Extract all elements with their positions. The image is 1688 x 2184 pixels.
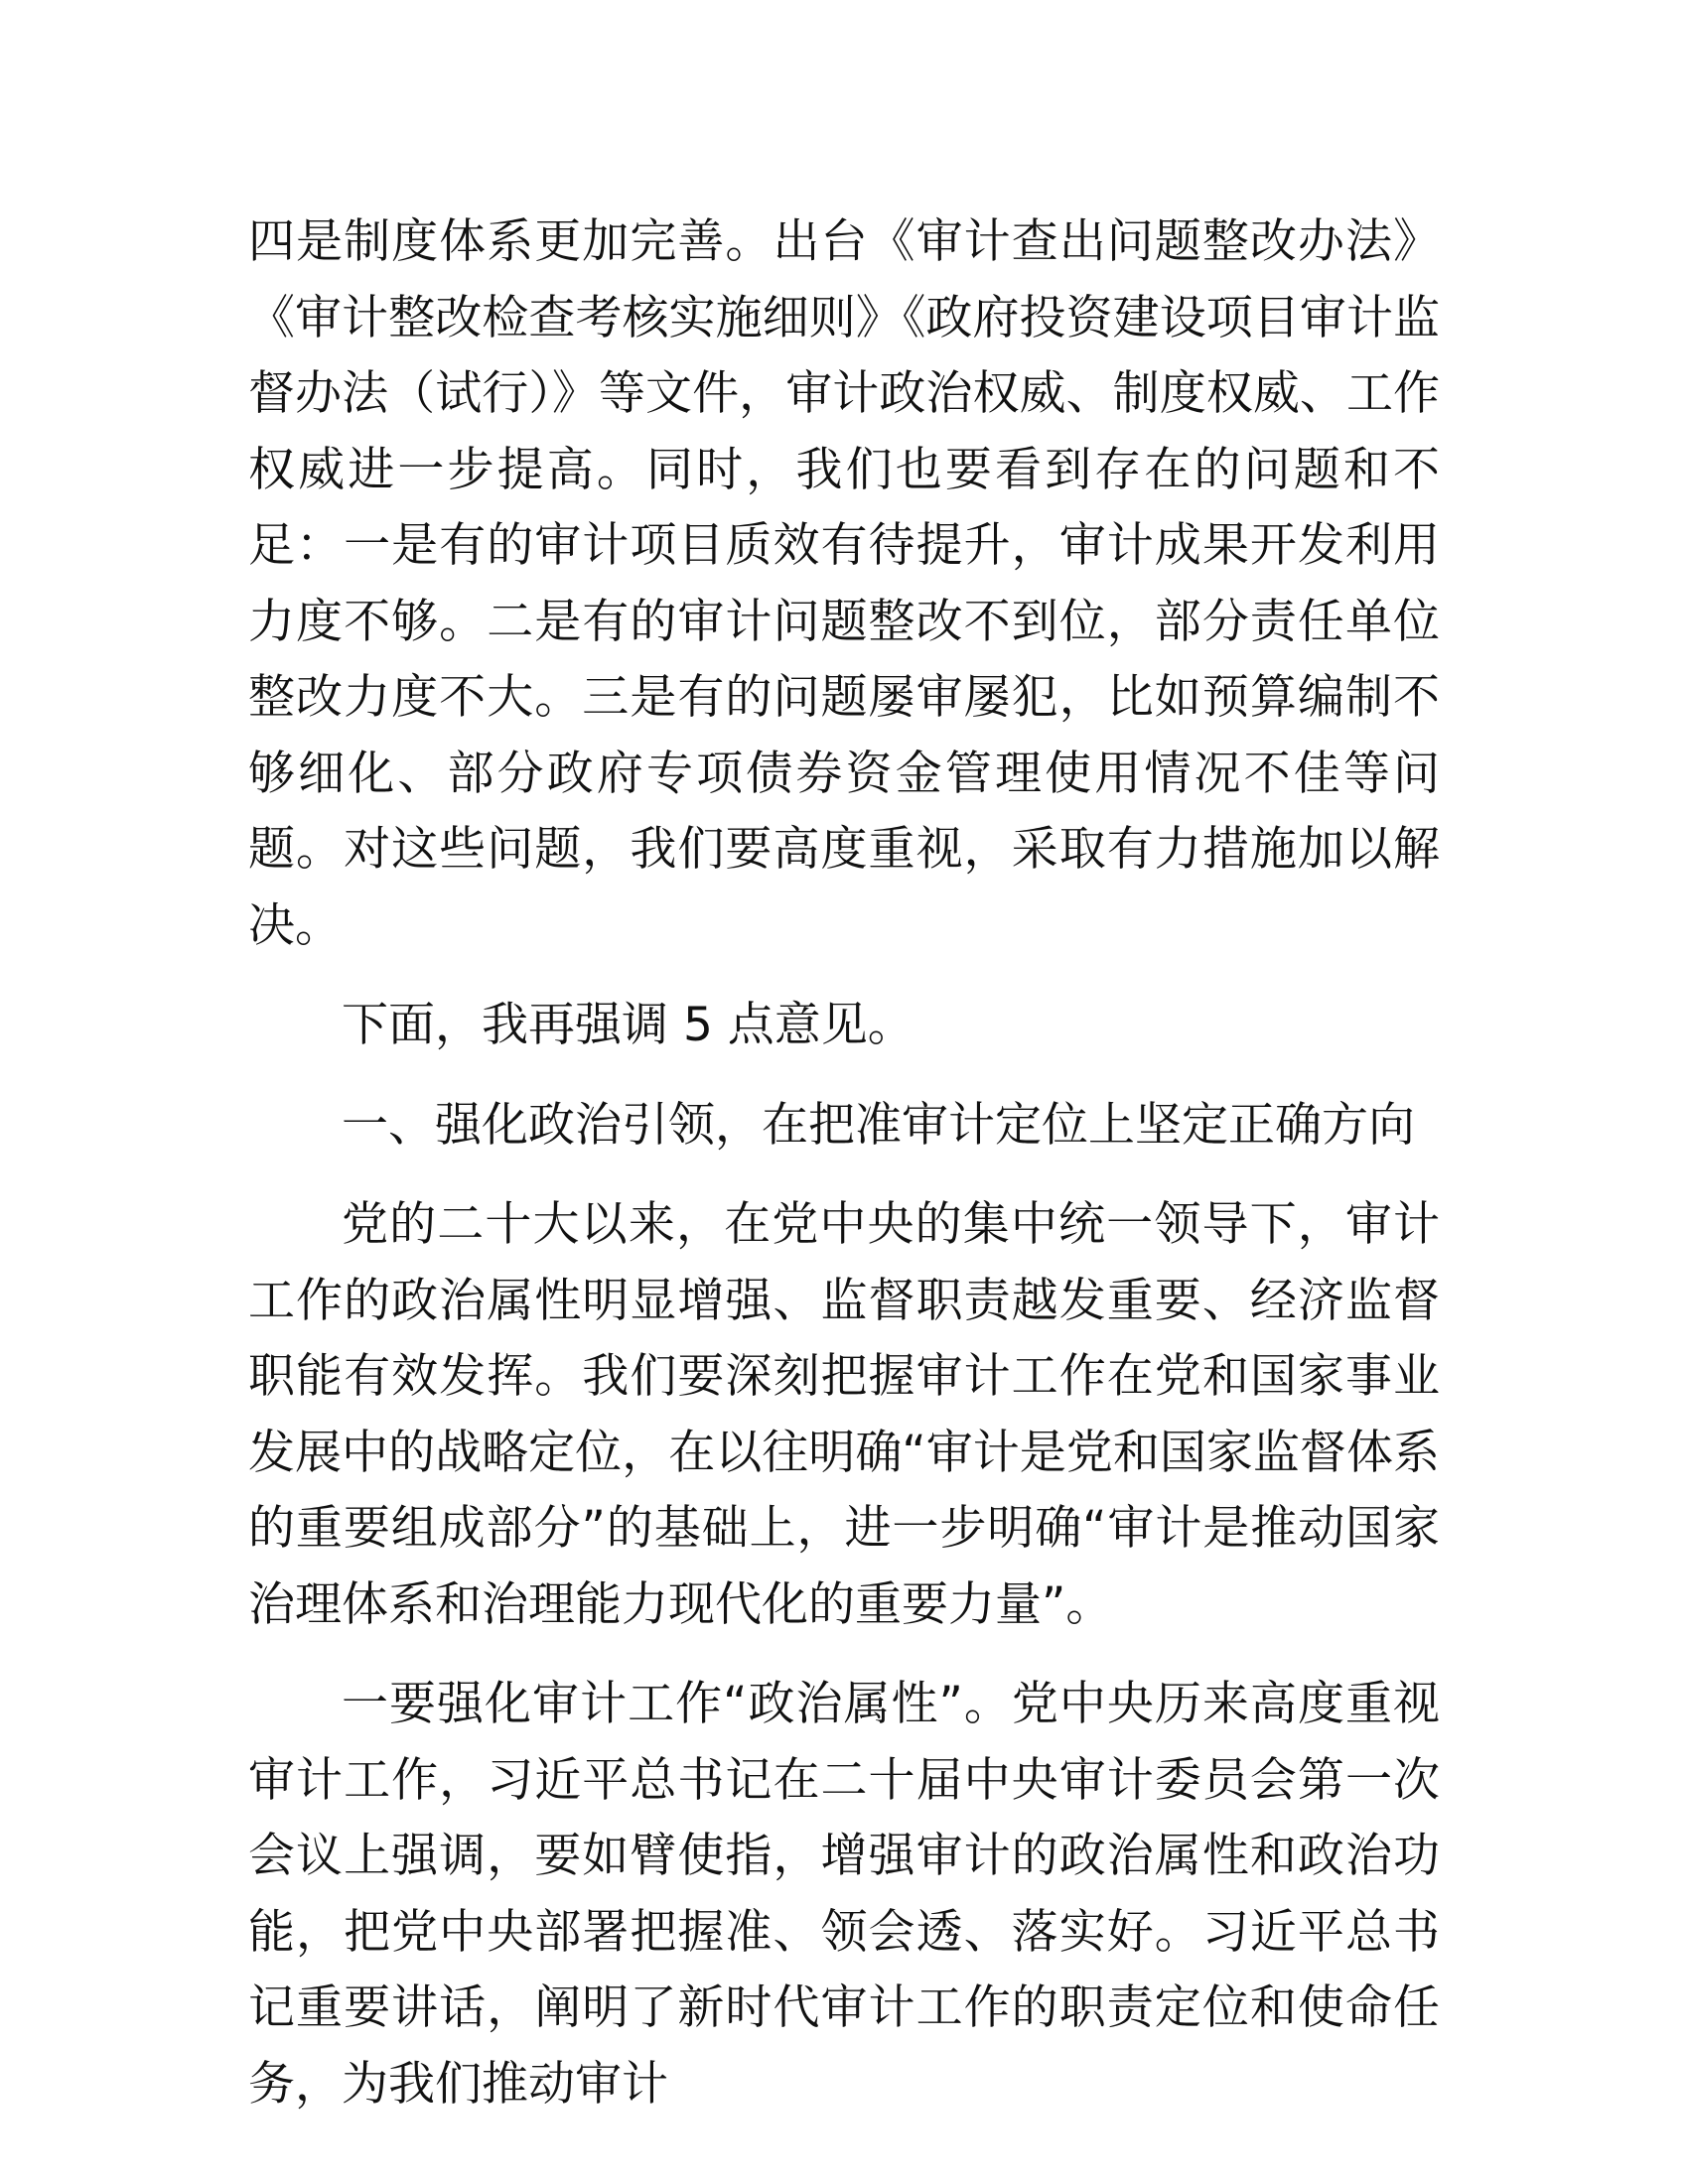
paragraph-institutional-system: 四是制度体系更加完善。出台《审计查出问题整改办法》《审计整改检查考核实施细则》《政府投资建设项目审计监督办法（试行）》等文件，审计政治权威、制度权威、工作权威进一步提高。同时，我们也要看到存在的问题和不足：一是有的审计项目质效有待提升，审计成果开发利用力度不够。二是有的审计问题整改不到位，部分责任单位整改力度不大。三是有的问题屡审屡犯，比如预算编制不够细化、部分政府专项债券资金管理使用情况不佳等问题。对这些问题，我们要高度重视，采取有力措施加以解决。 [248, 214, 1440, 953]
paragraph-twentieth-congress: 党的二十大以来，在党中央的集中统一领导下，审计工作的政治属性明显增强、监督职责越发重要、经济监督职能有效发挥。我们要深刻把握审计工作在党和国家事业发展中的战略定位，在以往明确“审计是党和国家监督体系的重要组成部分”的基础上，进一步明确“审计是推动国家治理体系和治理能力现代化的重要力量”。 [248, 1197, 1440, 1632]
document-page [248, 205, 1440, 2122]
paragraph-five-points-intro: 下面，我再强调 5 点意见。 [342, 998, 914, 1052]
section-heading-political-guidance: 一、强化政治引领，在把准审计定位上坚定正确方向 [342, 1097, 1415, 1153]
paragraph-political-attribute: 一要强化审计工作“政治属性”。党中央历来高度重视审计工作，习近平总书记在二十届中央审计委员会第一次会议上强调，要如臂使指，增强审计的政治属性和政治功能，把党中央部署把握准、领会透、落实好。习近平总书记重要讲话，阐明了新时代审计工作的职责定位和使命任务，为我们推动审计 [248, 1677, 1440, 2112]
